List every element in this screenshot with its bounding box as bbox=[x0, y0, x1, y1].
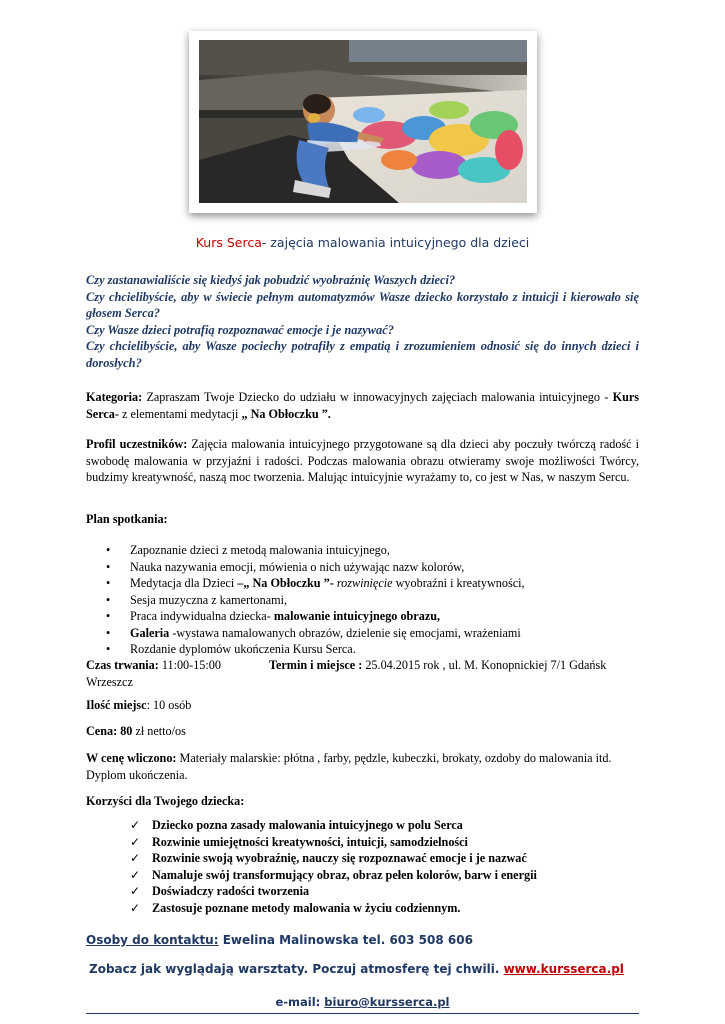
cena-label: Cena: 80 bbox=[86, 724, 133, 738]
termin-value-2: Wrzeszcz bbox=[86, 674, 133, 689]
wcene-value: Materiały malarskie: płótna , farby, pędzle, kubeczki, brokaty, ozdoby do malowania itd. Dyplom ukończenia. bbox=[86, 751, 612, 782]
cena-value: zł netto/os bbox=[132, 724, 186, 738]
kategoria-text: Zapraszam Twoje Dziecko do udziału w innowacyjnych zajęciach malowania intuicyjnego - bbox=[142, 390, 609, 404]
question: Czy chcielibyście, aby w świecie pełnym automatyzmów Wasze dziecko korzystało z intuicji i kierowało się głosem Serca? bbox=[86, 289, 639, 320]
intro-questions bbox=[86, 272, 639, 371]
child-painting-photo bbox=[199, 40, 527, 203]
list-item: • Rozdanie dyplomów ukończenia Kursu Serca. bbox=[86, 641, 639, 658]
title-rest: - zajęcia malowania intuicyjnego dla dzieci bbox=[261, 235, 530, 250]
kategoria-section bbox=[86, 389, 639, 422]
ilosc-section bbox=[86, 697, 639, 714]
plan-list bbox=[86, 542, 639, 658]
korzysci-heading bbox=[86, 793, 639, 810]
list-item: ✓ Dziecko pozna zasady malowania intuicyjnego w polu Serca bbox=[86, 817, 639, 834]
list-item: • Praca indywidualna dziecka- malowanie intuicyjnego obrazu, bbox=[86, 608, 639, 625]
page-title bbox=[86, 235, 639, 252]
list-item: ✓ Zastosuje poznane metody malowania w życiu codziennym. bbox=[86, 900, 639, 917]
plan-heading bbox=[86, 511, 639, 528]
title-brand: Kurs Serca bbox=[195, 235, 262, 250]
question: Czy chcielibyście, aby Wasze pociechy potrafiły z empatią i zrozumieniem odnosić się do innych dzieci i dorosłych? bbox=[86, 339, 639, 370]
email-link[interactable]: biuro@kursserca.pl bbox=[324, 995, 450, 1009]
list-item: • Nauka nazywania emocji, mówienia o nich używając nazw kolorów, bbox=[86, 559, 639, 576]
list-item: ✓ Namaluje swój transformujący obraz, obraz pełen kolorów, barw i energii bbox=[86, 867, 639, 884]
korzysci-list bbox=[86, 817, 639, 916]
list-item: ✓ Rozwinie swoją wyobraźnię, nauczy się rozpoznawać emocje i je nazwać bbox=[86, 850, 639, 867]
czas-termin-section bbox=[86, 657, 639, 690]
kategoria-text2: z elementami medytacji bbox=[118, 406, 242, 421]
list-item: ✓ Doświadczy radości tworzenia bbox=[86, 883, 639, 900]
wcene-section bbox=[86, 750, 639, 783]
kontakt-value: Ewelina Malinowska tel. 603 508 606 bbox=[218, 933, 473, 947]
list-item: • Galeria -wystawa namalowanych obrazów, dzielenie się emocjami, wrażeniami bbox=[86, 625, 639, 642]
ilosc-label: Ilość miejsc bbox=[86, 698, 147, 712]
plan-heading-text: Plan spotkania: bbox=[86, 512, 168, 526]
czas-label: Czas trwania: bbox=[86, 658, 159, 672]
email-label: e-mail: bbox=[275, 995, 325, 1009]
website-link[interactable]: www.kursserca.pl bbox=[503, 962, 624, 976]
kategoria-meditation: „ Na Obłoczku ”. bbox=[241, 406, 331, 421]
child-painting-illustration bbox=[199, 40, 527, 203]
profil-text: Zajęcia malowania intuicyjnego przygotowane są dla dzieci aby poczuły twórczą radość i swobodę malowania w przyjaźni i radości. Podczas malowania obrazu otwieramy swoje możliwości Twórcy, budzimy kreatywność, naszą moc tworzenia. Malując intuicyjnie wyrażamy to, co jest w Nas, w naszym Sercu. bbox=[86, 437, 639, 484]
footer-divider bbox=[86, 1013, 639, 1014]
zobacz-text: Zobacz jak wyglądają warsztaty. Poczuj atmosferę tej chwili. bbox=[89, 962, 504, 976]
profil-section bbox=[86, 436, 639, 486]
email-section bbox=[86, 994, 639, 1011]
termin-label: Termin i miejsce : bbox=[268, 658, 363, 672]
kategoria-course: Kurs Serca- bbox=[86, 390, 640, 421]
wcene-label: W cenę wliczono: bbox=[86, 751, 177, 765]
zobacz-section bbox=[89, 961, 642, 978]
photo-frame bbox=[189, 31, 537, 213]
kontakt-section bbox=[86, 932, 639, 949]
list-item: • Sesja muzyczna z kamertonami, bbox=[86, 592, 639, 609]
list-item: ✓ Rozwinie umiejętności kreatywności, intuicji, samodzielności bbox=[86, 834, 639, 851]
cena-section bbox=[86, 723, 639, 740]
list-item: • Medytacja dla Dzieci –„ Na Obłoczku ”- rozwinięcie wyobraźni i kreatywności, bbox=[86, 575, 639, 592]
question: Czy zastanawialiście się kiedyś jak pobudzić wyobraźnię Waszych dzieci? bbox=[86, 273, 456, 287]
ilosc-value: : 10 osób bbox=[146, 698, 192, 712]
kategoria-label: Kategoria: bbox=[86, 390, 143, 404]
korzysci-heading-text: Korzyści dla Twojego dziecka: bbox=[86, 794, 245, 808]
kontakt-label: Osoby do kontaktu: bbox=[86, 933, 219, 947]
termin-value: 25.04.2015 rok , ul. M. Konopnickiej 7/1 Gdańsk bbox=[362, 658, 607, 672]
czas-value: 11:00-15:00 bbox=[158, 658, 221, 672]
profil-label: Profil uczestników: bbox=[86, 437, 188, 451]
question: Czy Wasze dzieci potrafią rozpoznawać emocje i je nazywać? bbox=[86, 322, 394, 337]
list-item: • Zapoznanie dzieci z metodą malowania intuicyjnego, bbox=[86, 542, 639, 559]
